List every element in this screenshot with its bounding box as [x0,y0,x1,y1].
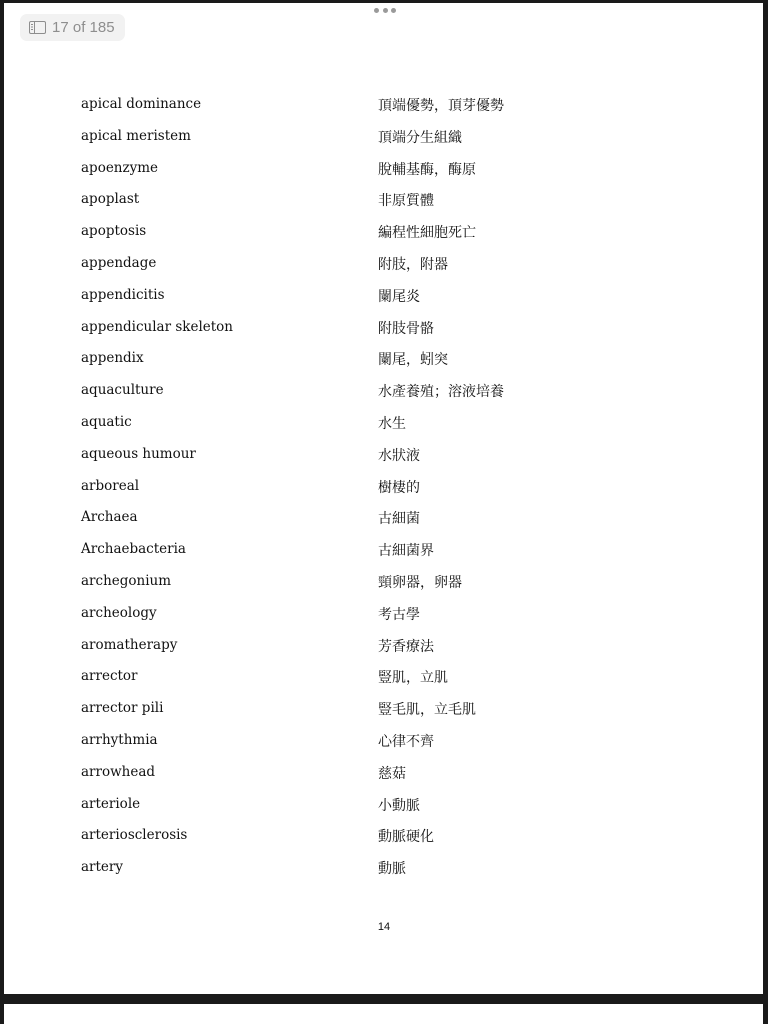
glossary-entry [0,438,768,468]
glossary-translation: 闌尾炎 [378,288,420,305]
glossary-entry [0,851,768,881]
glossary-translation: 動脈 [378,861,406,878]
glossary-entry [0,565,768,595]
glossary-entry [0,120,768,150]
glossary-term: appendicular skeleton [81,318,233,335]
glossary-term: apoenzyme [81,159,159,176]
glossary-entry [0,279,768,309]
glossary-entry [0,788,768,818]
sidebar-panel-icon [29,21,46,34]
glossary-entry [0,819,768,849]
glossary-term: appendicitis [81,286,165,303]
page-indicator[interactable] [20,14,125,41]
glossary-term: apoplast [81,191,140,208]
glossary-entry [0,88,768,118]
glossary-translation: 心律不齊 [378,734,434,750]
glossary-entry [0,406,768,436]
page-number: 14 [377,921,391,933]
glossary-entry [0,692,768,722]
glossary-translation: 水狀液 [378,447,420,464]
more-dots-icon[interactable] [374,6,396,14]
glossary-translation: 豎肌，立肌 [378,670,448,687]
glossary-term: aqueous humour [81,445,196,462]
glossary-term: apical dominance [81,96,202,112]
glossary-translation: 附肢，附器 [378,257,448,273]
glossary-term: arrector pili [81,700,164,717]
glossary-term: arrector [81,668,138,685]
glossary-entry [0,533,768,563]
glossary-entry [0,629,768,659]
glossary-translation: 慈菇 [378,765,406,782]
glossary-translation: 水產養殖；溶液培養 [378,384,504,401]
glossary-translation: 頸卵器，卵器 [378,575,462,591]
glossary-translation: 附肢骨骼 [378,320,434,337]
glossary-translation: 小動脈 [378,797,420,814]
glossary-term: arboreal [81,477,140,494]
glossary-translation: 水生 [378,416,406,432]
glossary-term: archegonium [81,573,172,589]
glossary-entry [0,660,768,690]
glossary-term: appendage [81,255,157,271]
glossary-entry [0,756,768,786]
glossary-term: Archaebacteria [81,541,186,558]
glossary-translation: 闌尾，蚓突 [378,352,448,369]
glossary-term: artery [81,859,123,876]
glossary-entry [0,247,768,277]
glossary-translation: 考古學 [378,606,420,623]
glossary-term: apical meristem [81,127,191,144]
glossary-entry [0,501,768,531]
glossary-term: aquaculture [81,382,164,399]
page-indicator-label: 17 of 185 [52,19,115,36]
glossary-term: arteriosclerosis [81,827,188,844]
glossary-translation: 樹棲的 [378,479,420,496]
glossary-term: apoptosis [81,223,147,240]
glossary-term: arteriole [81,795,141,812]
glossary-translation: 脫輔基酶，酶原 [378,161,476,178]
glossary-translation: 古細菌 [378,511,420,528]
bottom-divider [0,994,768,1004]
glossary-term: arrowhead [81,763,156,780]
glossary-entry [0,374,768,404]
glossary-entry [0,470,768,500]
glossary-translation: 古細菌界 [378,543,434,560]
glossary-term: aquatic [81,414,132,430]
glossary-translation: 動脈硬化 [378,829,434,846]
glossary-translation: 編程性細胞死亡 [378,225,476,242]
glossary-term: appendix [81,350,144,367]
glossary-term: aromatherapy [81,636,178,653]
glossary-entry [0,215,768,245]
glossary-translation: 頂端分生組織 [378,129,462,146]
glossary-translation: 非原質體 [378,193,434,210]
glossary-term: Archaea [81,509,138,526]
glossary-entry [0,311,768,341]
glossary-entry [0,597,768,627]
glossary-term: arrhythmia [81,732,158,748]
glossary-translation: 頂端優勢，頂芽優勢 [378,98,504,114]
next-page-edge [0,1004,768,1024]
glossary-entry [0,342,768,372]
glossary-entry [0,724,768,754]
glossary-entry [0,183,768,213]
glossary-term: archeology [81,604,157,621]
glossary-translation: 芳香療法 [378,638,434,655]
glossary-entry [0,152,768,182]
glossary-translation: 豎毛肌，立毛肌 [378,702,476,719]
